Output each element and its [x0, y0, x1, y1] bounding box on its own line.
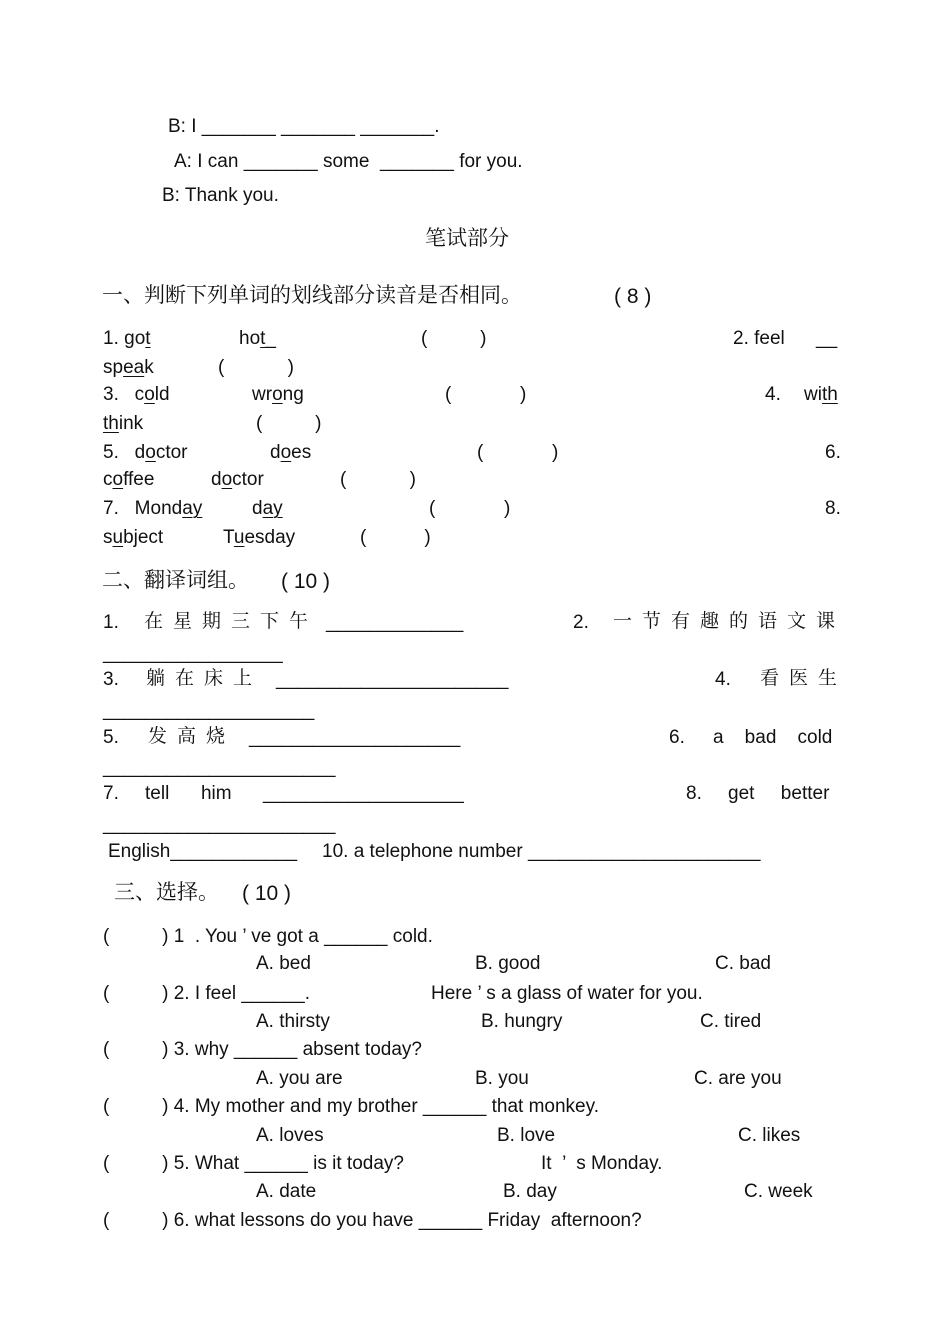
item6-word-a: coffee: [103, 469, 155, 490]
phrase5-number: 5.: [103, 727, 119, 748]
section2-title: 二、翻译词组。: [102, 568, 249, 592]
item2-word-a-blank: __: [816, 328, 838, 349]
phrase10-line: 10. a telephone number ______________________: [322, 841, 761, 862]
item6-number: 6.: [825, 442, 841, 463]
item5-word-a: 5. doctor: [103, 442, 188, 463]
item8-word-b: Tuesday: [223, 527, 296, 548]
question-4-option-c: C. likes: [738, 1125, 801, 1146]
phrase1-number: 1.: [103, 612, 119, 633]
item2-answer-blank[interactable]: ( ): [218, 357, 294, 378]
section3-score: ( 10 ): [242, 882, 292, 905]
phrase8-blank[interactable]: ______________________: [103, 814, 336, 835]
question-2-option-a: A. thirsty: [256, 1011, 330, 1032]
item7-word-a: 7. Monday: [103, 498, 203, 519]
item6-answer-blank[interactable]: ( ): [340, 469, 416, 490]
phrase8-number: 8.: [686, 783, 702, 804]
question-5-option-c: C. week: [744, 1181, 813, 1202]
phrase3-blank[interactable]: ______________________: [276, 669, 509, 690]
item5-word-b: does: [270, 442, 312, 463]
phrase6-number: 6.: [669, 727, 685, 748]
question-1-option-c: C. bad: [715, 953, 771, 974]
phrase4-blank[interactable]: ____________________: [103, 700, 315, 721]
question-5: ( ) 5. What ______ is it today?: [103, 1153, 404, 1174]
question-4-option-a: A. loves: [256, 1125, 324, 1146]
question-3-option-a: A. you are: [256, 1068, 343, 1089]
item1-word-b: hot_: [239, 328, 276, 349]
phrase9-line: English____________: [108, 841, 298, 862]
question-3-option-b: B. you: [475, 1068, 529, 1089]
item4-answer-blank[interactable]: ( ): [256, 413, 322, 434]
dialog-line-1: B: I _______ _______ _______.: [168, 116, 440, 137]
item3-word-b: wrong: [252, 384, 304, 405]
item8-answer-blank[interactable]: ( ): [360, 527, 431, 548]
question-2-context: Here ’ s a glass of water for you.: [431, 983, 703, 1004]
phrase1-text: 在星期三下午: [144, 610, 319, 632]
phrase1-blank[interactable]: _____________: [326, 612, 464, 633]
item1-word-a: 1. got: [103, 328, 151, 349]
phrase6-text: a bad cold: [713, 727, 833, 748]
question-5-context: It ’ s Monday.: [541, 1153, 663, 1174]
phrase4-number: 4.: [715, 669, 731, 690]
question-1-option-a: A. bed: [256, 953, 311, 974]
question-2-option-b: B. hungry: [481, 1011, 563, 1032]
written-part-title: 笔试部分: [425, 226, 509, 250]
phrase7-text: tell him: [145, 783, 232, 804]
question-5-option-b: B. day: [503, 1181, 557, 1202]
item7-word-b: day: [252, 498, 283, 519]
question-4-option-b: B. love: [497, 1125, 556, 1146]
question-1-option-b: B. good: [475, 953, 541, 974]
section3-title: 三、选择。: [114, 880, 219, 904]
item8-word-a: subject: [103, 527, 164, 548]
item2-word-b: speak: [103, 357, 154, 378]
question-5-option-a: A. date: [256, 1181, 317, 1202]
item7-answer-blank[interactable]: ( ): [429, 498, 511, 519]
dialog-line-3: B: Thank you.: [162, 185, 279, 206]
item2-word-a: 2. feel: [733, 328, 785, 349]
section2-score: ( 10 ): [281, 570, 331, 593]
question-3-option-c: C. are you: [694, 1068, 782, 1089]
item3-answer-blank[interactable]: ( ): [445, 384, 527, 405]
section1-score: ( 8 ): [614, 285, 652, 308]
phrase8-text: get better: [728, 783, 830, 804]
phrase4-text: 看医生: [760, 667, 848, 689]
phrase2-number: 2.: [573, 612, 589, 633]
item5-answer-blank[interactable]: ( ): [477, 442, 559, 463]
phrase6-blank[interactable]: ______________________: [103, 757, 336, 778]
item8-number: 8.: [825, 498, 841, 519]
item4-number: 4.: [765, 384, 781, 405]
phrase2-blank[interactable]: _________________: [103, 643, 283, 664]
phrase7-blank[interactable]: ___________________: [263, 783, 464, 804]
phrase5-text: 发高烧: [148, 725, 236, 747]
phrase2-text: 一节有趣的语文课: [613, 610, 846, 632]
question-4: ( ) 4. My mother and my brother ______ that monkey.: [103, 1096, 599, 1117]
dialog-line-2: A: I can _______ some _______ for you.: [174, 151, 523, 172]
question-2-option-c: C. tired: [700, 1011, 762, 1032]
question-6: ( ) 6. what lessons do you have ______ Friday afternoon?: [103, 1210, 642, 1231]
question-2: ( ) 2. I feel ______.: [103, 983, 310, 1004]
item6-word-b: doctor: [211, 469, 264, 490]
question-1: ( ) 1 . You ’ ve got a ______ cold.: [103, 926, 433, 947]
item3-word-a: 3. cold: [103, 384, 170, 405]
phrase7-number: 7.: [103, 783, 119, 804]
item1-answer-blank[interactable]: ( ): [421, 328, 487, 349]
phrase5-blank[interactable]: ____________________: [249, 727, 461, 748]
phrase3-number: 3.: [103, 669, 119, 690]
item4-word-b: think: [103, 413, 144, 434]
phrase3-text: 躺在床上: [146, 667, 263, 689]
section1-title: 一、判断下列单词的划线部分读音是否相同。: [102, 283, 522, 307]
question-3: ( ) 3. why ______ absent today?: [103, 1039, 422, 1060]
item4-word-a: with: [804, 384, 838, 405]
